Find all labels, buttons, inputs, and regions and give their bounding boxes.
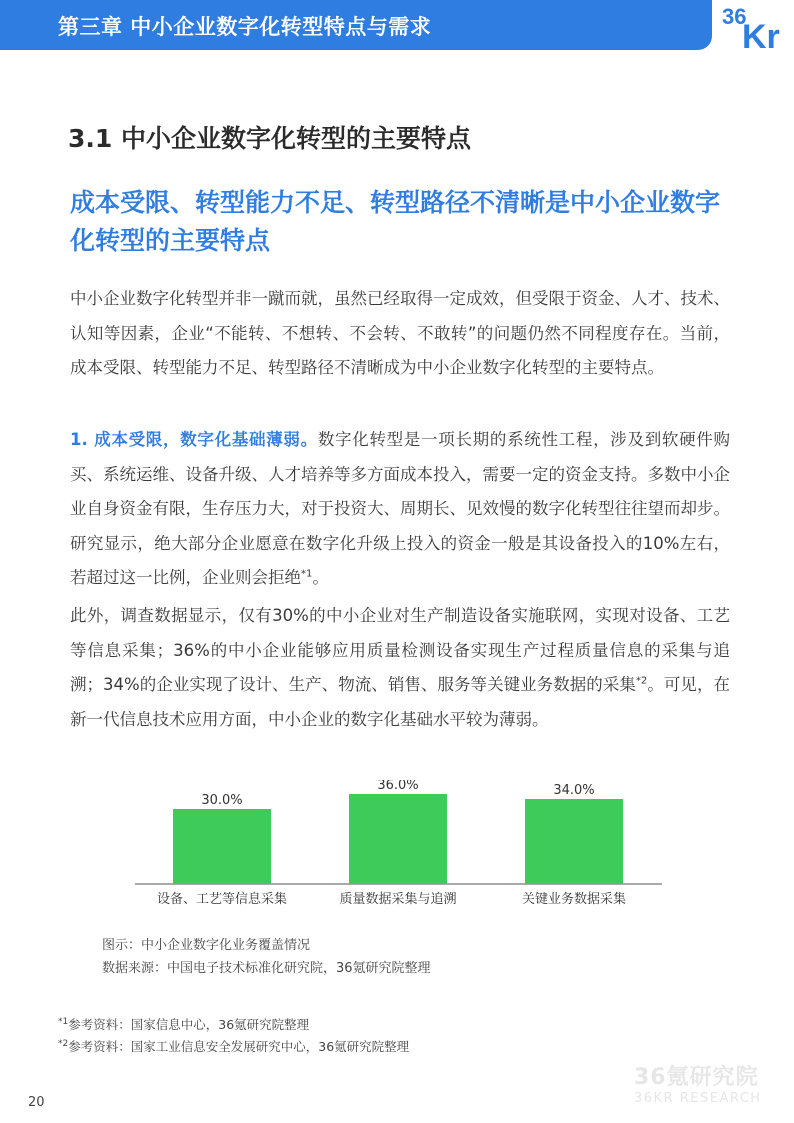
watermark-subtitle: 36KR RESEARCH	[634, 1091, 762, 1106]
paragraph-cost-end: 。	[312, 568, 329, 587]
paragraph-survey	[70, 599, 730, 737]
paragraph-cost	[70, 423, 730, 596]
paragraph-survey-end: 。可见，在新一代信息技术应用方面，中小企业的数字化基础水平较为薄弱。	[70, 675, 730, 729]
page-number: 20	[28, 1095, 45, 1110]
chart-bar-2	[349, 794, 447, 884]
paragraph-intro: 中小企业数字化转型并非一蹴而就，虽然已经取得一定成效，但受限于资金、人才、技术、认知等因素，企业“不能转、不想转、不会转、不敢转”的问题仍然不同程度存在。当前，成本受限、转型能力不足、转型路径不清晰成为中小企业数字化转型的主要特点。	[70, 289, 730, 377]
footnote-1-text: 参考资料：国家信息中心，36氪研究院整理	[68, 1017, 310, 1032]
footnote-2	[58, 1037, 409, 1055]
header-band	[0, 0, 712, 50]
chart-data-label-2: 36.0%	[377, 780, 419, 793]
watermark-title: 36氪研究院	[634, 1065, 759, 1090]
footnote-ref-2: *2	[635, 675, 648, 687]
bar-chart	[130, 780, 670, 920]
chart-data-label-3: 34.0%	[553, 783, 595, 798]
paragraph-survey-text: 此外，调查数据显示，仅有30%的中小企业对生产制造设备实施联网，实现对设备、工艺等信息采集；36%的中小企业能够应用质量检测设备实现生产过程质量信息的采集与追溯；34%的企业实现了设计、生产、物流、销售、服务等关键业务数据的采集	[70, 606, 730, 694]
chart-bar-3	[525, 799, 623, 884]
footnote-2-mark: *2	[58, 1038, 69, 1049]
chart-category-label-2: 质量数据采集与追溯	[339, 892, 457, 907]
chart-bar-1	[173, 809, 271, 884]
paragraph-cost-text: 数字化转型是一项长期的系统性工程，涉及到软硬件购买、系统运维、设备升级、人才培养等多方面成本投入，需要一定的资金支持。多数中小企业自身资金有限，生存压力大，对于投资大、周期长、见效慢的数字化转型往往望而却步。研究显示，绝大部分企业愿意在数字化升级上投入的资金一般是其设备投入的10%左右，若超过这一比例，企业则会拒绝	[70, 430, 731, 587]
footnote-ref-1: *1	[301, 568, 313, 580]
paragraph-cost-heading: 1. 成本受限，数字化基础薄弱。	[70, 430, 318, 449]
svg-text:36: 36	[722, 4, 747, 29]
footnote-1	[58, 1015, 309, 1033]
figure-caption: 图示：中小企业数字化业务覆盖情况	[102, 938, 311, 953]
36kr-logo-icon	[720, 2, 790, 48]
section-subtitle: 成本受限、转型能力不足、转型路径不清晰是中小企业数字化转型的主要特点	[70, 188, 721, 255]
chart-category-label-1: 设备、工艺等信息采集	[156, 892, 288, 907]
watermark	[634, 1060, 779, 1106]
chart-data-label-1: 30.0%	[201, 793, 243, 808]
chart-category-label-3: 关键业务数据采集	[521, 892, 627, 907]
footnote-2-text: 参考资料：国家工业信息安全发展研究中心，36氪研究院整理	[68, 1039, 410, 1054]
chapter-title: 第三章 中小企业数字化转型特点与需求	[58, 15, 432, 39]
footnote-1-mark: *1	[58, 1016, 69, 1027]
svg-text:Kr: Kr	[742, 18, 780, 48]
section-title: 3.1 中小企业数字化转型的主要特点	[68, 124, 471, 153]
data-source-caption: 数据来源：中国电子技术标准化研究院，36氪研究院整理	[102, 961, 431, 976]
